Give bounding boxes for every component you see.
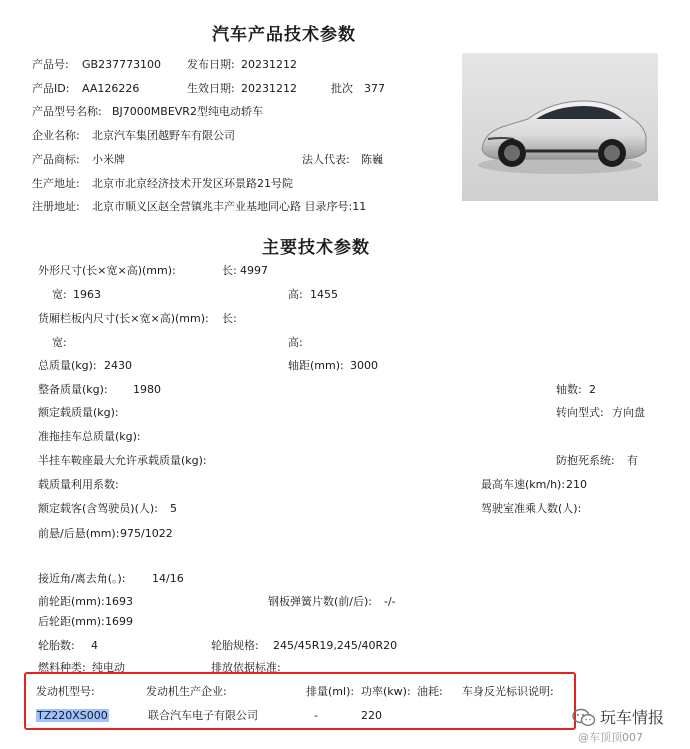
dimensions-label: 外形尺寸(长×宽×高)(mm): <box>38 264 176 277</box>
batch-value: 377 <box>364 82 385 95</box>
power-value: 220 <box>361 709 382 722</box>
approach-departure-angle-label: 接近角/离去角(。): <box>38 572 126 585</box>
tire-count-label: 轮胎数: <box>38 639 75 652</box>
steering-label: 转向型式: <box>556 406 604 419</box>
trailer-mass-label: 准拖挂车总质量(kg): <box>38 430 141 443</box>
effective-date-label: 生效日期: <box>187 82 235 95</box>
power-label: 功率(kw): <box>361 685 411 698</box>
rear-track-value: 1699 <box>105 615 133 628</box>
engine-maker-label: 发动机生产企业: <box>146 685 227 698</box>
product-id-value: AA126226 <box>82 82 140 95</box>
registered-address-value: 北京市顺义区赵全营镇兆丰产业基地同心路 目录序号:11 <box>92 200 367 213</box>
height-value: 1455 <box>310 288 338 301</box>
max-speed-label: 最高车速(km/h): <box>481 478 566 491</box>
height-label: 高: <box>288 288 303 301</box>
rear-track-label: 后轮距(mm): <box>38 615 105 628</box>
legal-rep-label: 法人代表: <box>302 153 350 166</box>
emission-standard-label: 排放依据标准: <box>211 661 281 674</box>
main-parameters-title: 主要技术参数 <box>262 238 370 258</box>
company-label: 企业名称: <box>32 129 80 142</box>
model-value: BJ7000MBEVR2型纯电动轿车 <box>112 105 263 118</box>
engine-model-label: 发动机型号: <box>36 685 95 698</box>
production-address-value: 北京市北京经济技术开发区环景路21号院 <box>92 177 293 190</box>
document-title: 汽车产品技术参数 <box>212 25 356 45</box>
displacement-label: 排量(ml): <box>306 685 355 698</box>
publish-date-label: 发布日期: <box>187 58 235 71</box>
cargo-length-label: 长: <box>222 312 237 325</box>
max-speed-value: 210 <box>566 478 587 491</box>
product-no-value: GB237773100 <box>82 58 162 71</box>
product-id-label: 产品ID: <box>32 82 70 95</box>
legal-rep-value: 陈巍 <box>361 153 383 166</box>
axles-label: 轴数: <box>556 383 582 396</box>
fuel-type-value: 纯电动 <box>92 661 125 674</box>
passengers-label: 额定载客(含驾驶员)(人): <box>38 502 158 515</box>
cargo-dimensions-label: 货厢栏板内尺寸(长×宽×高)(mm): <box>38 312 209 325</box>
abs-value: 有 <box>627 454 638 467</box>
wechat-icon <box>572 708 596 731</box>
wheelbase-label: 轴距(mm): <box>288 359 344 372</box>
tire-count-value: 4 <box>91 639 98 652</box>
load-utilization-label: 载质量利用系数: <box>38 478 119 491</box>
registered-address-label: 注册地址: <box>32 200 80 213</box>
length-value: 4997 <box>240 264 268 277</box>
leaf-spring-label: 钢板弹簧片数(前/后): <box>268 595 372 608</box>
overhang-label: 前悬/后悬(mm): <box>38 527 120 540</box>
model-label: 产品型号名称: <box>32 105 102 118</box>
curb-mass-label: 整备质量(kg): <box>38 383 108 396</box>
brand-value: 小米牌 <box>92 153 125 166</box>
leaf-spring-value: -/- <box>384 595 396 608</box>
length-label: 长: <box>222 264 237 277</box>
cargo-width-label: 宽: <box>52 336 67 349</box>
curb-mass-value: 1980 <box>133 383 161 396</box>
company-value: 北京汽车集团越野车有限公司 <box>92 129 235 142</box>
reflector-label: 车身反光标识说明: <box>462 685 554 698</box>
engine-model-value[interactable] <box>36 710 109 721</box>
publish-date-value: 20231212 <box>241 58 297 71</box>
width-label: 宽: <box>52 288 67 301</box>
tire-spec-value: 245/45R19,245/40R20 <box>273 639 398 652</box>
fuel-type-label: 燃料种类: <box>38 661 86 674</box>
effective-date-value: 20231212 <box>241 82 297 95</box>
watermark-account: 玩车情报 <box>600 708 665 727</box>
batch-label: 批次 <box>331 82 353 95</box>
fuel-consumption-label: 油耗: <box>417 685 443 698</box>
steering-value: 方向盘 <box>612 406 645 419</box>
abs-label: 防抱死系统: <box>556 454 615 467</box>
tire-spec-label: 轮胎规格: <box>211 639 259 652</box>
engine-maker-value: 联合汽车电子有限公司 <box>148 709 258 722</box>
watermark-weibo: @车顶顶007 <box>578 731 643 744</box>
car-photo <box>462 53 658 201</box>
axles-value: 2 <box>589 383 596 396</box>
total-mass-value: 2430 <box>104 359 132 372</box>
rated-load-label: 额定载质量(kg): <box>38 406 119 419</box>
total-mass-label: 总质量(kg): <box>38 359 97 372</box>
passengers-value: 5 <box>170 502 177 515</box>
front-track-value: 1693 <box>105 595 133 608</box>
brand-label: 产品商标: <box>32 153 80 166</box>
saddle-load-label: 半挂车鞍座最大允许承载质量(kg): <box>38 454 207 467</box>
car-image-icon <box>462 53 658 201</box>
wheelbase-value: 3000 <box>350 359 378 372</box>
approach-departure-angle-value: 14/16 <box>152 572 184 585</box>
overhang-value: 975/1022 <box>120 527 173 540</box>
front-track-label: 前轮距(mm): <box>38 595 105 608</box>
displacement-value: - <box>314 709 318 722</box>
engine-model-selected-text[interactable]: TZ220XS000 <box>37 709 108 722</box>
width-value: 1963 <box>73 288 101 301</box>
cab-capacity-label: 驾驶室准乘人数(人): <box>481 502 582 515</box>
cargo-height-label: 高: <box>288 336 303 349</box>
product-no-label: 产品号: <box>32 58 69 71</box>
production-address-label: 生产地址: <box>32 177 80 190</box>
